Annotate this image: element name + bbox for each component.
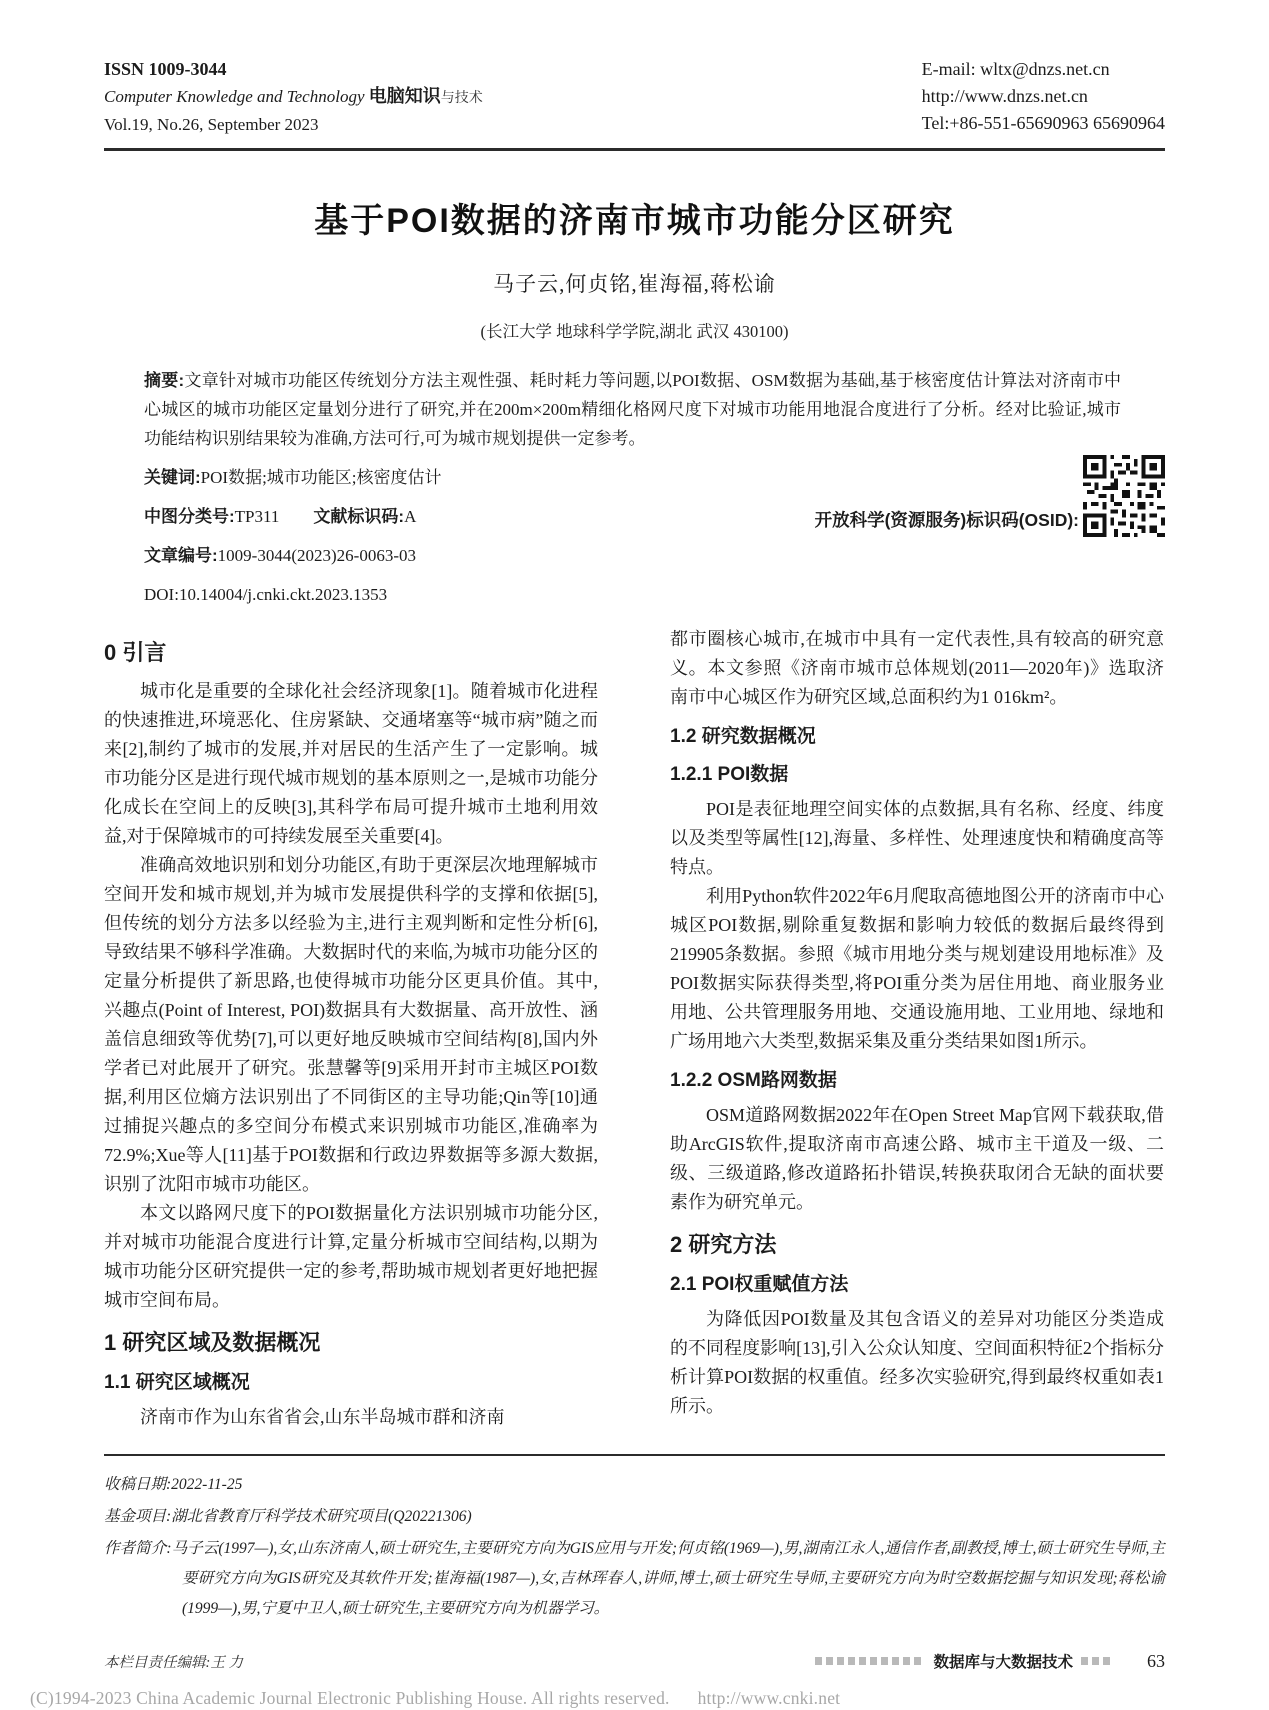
section-tag: 数据库与大数据技术 (933, 1654, 1073, 1671)
journal-header-right (922, 56, 1165, 137)
footnote-divider (104, 1454, 1165, 1456)
doc-code-label: 文献标识码: (313, 507, 405, 526)
copyright-text: (C)1994-2023 China Academic Journal Electronic Publishing House. All rights reserved. (30, 1688, 670, 1708)
column-left (104, 625, 598, 1432)
paragraph: 利用Python软件2022年6月爬取高德地图公开的济南市中心城区POI数据,剔除重复数据和影响力较低的数据后最终得到219905条数据。参照《城市用地分类与规划建设用地标准》及POI数据实际获得类型,将POI重分类为居住用地、商业服务业用地、公共管理服务用地、交通设施用地、工业用地、绿地和广场用地六大类型,数据采集及重分类结果如图1所示。 (670, 886, 1164, 1051)
footnotes (104, 1470, 1165, 1624)
cnki-url: http://www.cnki.net (697, 1688, 841, 1708)
journal-header-left (104, 56, 483, 138)
dash-decoration-icon (815, 1657, 925, 1665)
journal-name-cn: 电脑知识 (368, 86, 441, 106)
copyright-line (30, 1688, 1269, 1709)
author-bio: 作者简介:马子云(1997—),女,山东济南人,硕士研究生,主要研究方向为GIS应用与开发;何贞铭(1969—),男,湖南江永人,通信作者,副教授,博士,硕士研究生导师,主要研究方向为GIS研究及其软件开发;崔海福(1987—),女,吉林珲春人,讲师,博士,硕士研究生导师,主要研究方向为时空数据挖掘与知识发现;蒋松谕(1999—),男,宁夏中卫人,硕士研究生,主要研究方向为机器学习。 (104, 1540, 1165, 1617)
journal-email: E-mail: wltx@dnzs.net.cn (921, 59, 1110, 79)
article-no-line (144, 541, 1121, 570)
column-right (670, 625, 1164, 1432)
article-no-label: 文章编号: (144, 546, 218, 565)
dash-decoration-icon (1081, 1657, 1113, 1665)
osid-block (695, 454, 1165, 538)
paragraph: OSM道路网数据2022年在Open Street Map官网下载获取,借助ArcGIS软件,提取济南市高速公路、城市主干道及一级、二级、三级道路,修改道路拓扑错误,转换获取闭合无缺的面状要素作为研究单元。 (670, 1105, 1164, 1212)
paragraph: 都市圈核心城市,在城市中具有一定代表性,具有较高的研究意义。本文参照《济南市城市总体规划(2011—2020年)》选取济南市中心城区作为研究区域,总面积约为1 016km²。 (670, 629, 1164, 707)
page-number: 63 (1147, 1650, 1165, 1671)
section-tag-block (815, 1650, 1165, 1672)
meta-block (104, 366, 1165, 609)
page-footer (104, 1650, 1165, 1672)
abstract (144, 366, 1121, 453)
journal-name (104, 83, 483, 111)
authors-line: 马子云,何贞铭,崔海福,蒋松谕 (493, 272, 776, 296)
body-columns (104, 625, 1165, 1432)
fund-project: 基金项目:湖北省教育厅科学技术研究项目(Q20221306) (104, 1508, 472, 1525)
journal-website: http://www.dnzs.net.cn (921, 86, 1088, 106)
doi-line: DOI:10.14004/j.cnki.ckt.2023.1353 (144, 585, 388, 604)
section-heading: 2 研究方法 (670, 1232, 777, 1257)
paragraph: 济南市作为山东省省会,山东半岛城市群和济南 (140, 1407, 505, 1427)
section-heading: 1.1 研究区域概况 (104, 1372, 250, 1393)
header-divider (104, 148, 1165, 151)
section-heading: 1 研究区域及数据概况 (104, 1330, 321, 1355)
clc-value: TP311 (234, 507, 280, 526)
clc-label: 中图分类号: (144, 507, 235, 526)
journal-name-en: Computer Knowledge and Technology (104, 87, 369, 106)
keywords-label: 关键词: (144, 468, 201, 487)
journal-tel: Tel:+86-551-65690963 65690964 (921, 113, 1165, 133)
abstract-label: 摘要: (144, 371, 185, 390)
section-heading: 1.2.2 OSM路网数据 (670, 1070, 837, 1091)
received-date: 收稿日期:2022-11-25 (104, 1476, 243, 1493)
section-heading: 1.2.1 POI数据 (670, 764, 789, 785)
paper-title: 基于POI数据的济南市城市功能分区研究 (314, 202, 955, 240)
issn: ISSN 1009-3044 (104, 59, 227, 79)
paragraph: 准确高效地识别和划分功能区,有助于更深层次地理解城市空间开发和城市规划,并为城市发展提供科学的支撑和依据[5],但传统的划分方法多以经验为主,进行主观判断和定性分析[6],导致结果不够科学准确。大数据时代的来临,为城市功能分区的定量分析提供了新思路,也使得城市功能分区更具价值。其中,兴趣点(Point of Interest, POI)数据具有大数据量、高开放性、涵盖信息细致等优势[7],可以更好地反映城市空间结构[8],国内外学者已对此展开了研究。张慧馨等[9]采用开封市主城区POI数据,利用区位熵方法识别出了不同街区的主导功能;Qin等[10]通过捕捉兴趣点的多空间分布模式来识别城市功能区,准确率为72.9%;Xue等人[11]基于POI数据和行政边界数据等多源大数据,识别了沈阳市城市功能区。 (104, 855, 598, 1194)
article-no-value: 1009-3044(2023)26-0063-03 (217, 546, 416, 565)
volume-line: Vol.19, No.26, September 2023 (104, 115, 319, 134)
section-heading: 1.2 研究数据概况 (670, 726, 816, 747)
journal-header (0, 0, 1269, 138)
section-heading: 2.1 POI权重赋值方法 (670, 1274, 849, 1295)
affiliation-line: (长江大学 地球科学学院,湖北 武汉 430100) (480, 322, 789, 341)
column-editor: 本栏目责任编辑:王 力 (104, 1654, 243, 1671)
paragraph: 为降低因POI数量及其包含语义的差异对功能区分类造成的不同程度影响[13],引入公众认知度、空间面积特征2个指标分析计算POI数据的权重值。经多次实验研究,得到最终权重如表1所示。 (670, 1309, 1164, 1416)
doc-code-value: A (404, 507, 417, 526)
journal-name-cn-suffix: 与技术 (440, 89, 483, 105)
paragraph: 城市化是重要的全球化社会经济现象[1]。随着城市化进程的快速推进,环境恶化、住房紧缺、交通堵塞等“城市病”随之而来[2],制约了城市的发展,并对居民的生活产生了一定影响。城市功能分区是进行现代城市规划的基本原则之一,是城市功能分化成长在空间上的反映[3],其科学布局可提升城市土地利用效益,对于保障城市的可持续发展至关重要[4]。 (104, 681, 598, 846)
osid-qr-code-icon (1083, 454, 1165, 538)
paragraph: 本文以路网尺度下的POI数据量化方法识别城市功能分区,并对城市功能混合度进行计算,定量分析城市空间结构,以期为城市功能分区研究提供一定的参考,帮助城市规划者更好地把握城市空间布局。 (104, 1203, 598, 1310)
keywords-text: POI数据;城市功能区;核密度估计 (200, 468, 442, 487)
section-heading: 0 引言 (104, 640, 167, 665)
paragraph: POI是表征地理空间实体的点数据,具有名称、经度、纬度以及类型等属性[12],海量、多样性、处理速度快和精确度高等特点。 (670, 799, 1164, 877)
abstract-text: 文章针对城市功能区传统划分方法主观性强、耗时耗力等问题,以POI数据、OSM数据为基础,基于核密度估计算法对济南市中心城区的城市功能区定量划分进行了研究,并在200m×200m精细化格网尺度下对城市功能用地混合度进行了分析。经对比验证,城市功能结构识别结果较为准确,方法可行,可为城市规划提供一定参考。 (144, 371, 1121, 448)
osid-label: 开放科学(资源服务)标识码(OSID): (814, 510, 1079, 530)
